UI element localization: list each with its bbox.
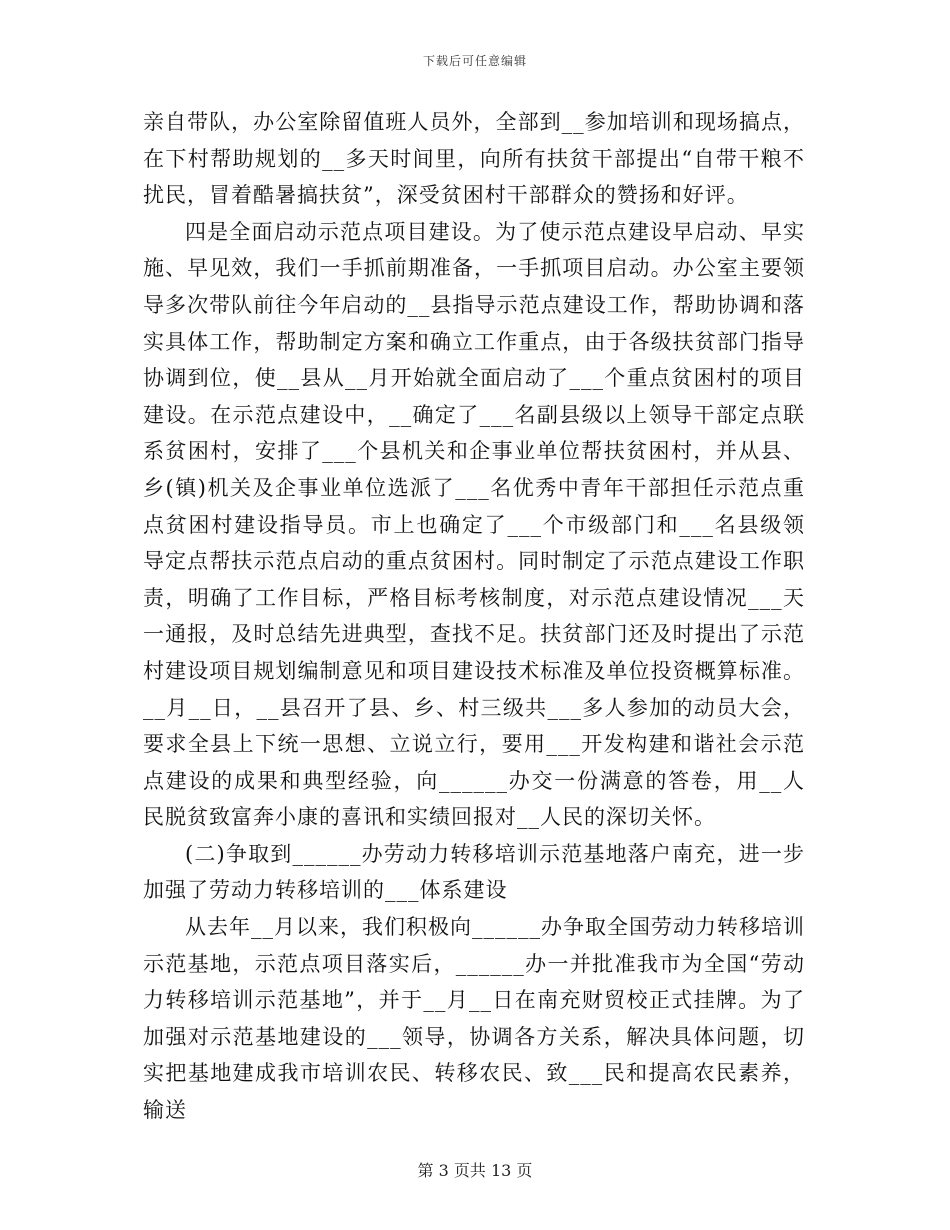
paragraph-2: 四是全面启动示范点项目建设。为了使示范点建设早启动、早实施、早见效，我们一手抓前期准备，一手抓项目启动。办公室主要领导多次带队前往今年启动的__县指导示范点建设工作，帮助协调和落实具体工作，帮助制定方案和确立工作重点，由于各级扶贫部门指导协调到位，使__县从__月开始就全面启动了___个重点贫困村的项目建设。在示范点建设中，__确定了___名副县级以上领导干部定点联系贫困村，安排了___个县机关和企事业单位帮扶贫困村，并从县、乡(镇)机关及企事业单位选派了___名优秀中青年干部担任示范点重点贫困村建设指导员。市上也确定了___个市级部门和___名县级领导定点帮扶示范点启动的重点贫困村。同时制定了示范点建设工作职责，明确了工作目标，严格目标考核制度，对示范点建设情况___天一通报，及时总结先进典型，查找不足。扶贫部门还及时提出了示范村建设项目规划编制意见和项目建设技术标准及单位投资概算标准。__月__日，__县召开了县、乡、村三级共___多人参加的动员大会，要求全县上下统一思想、立说立行，要用___开发构建和谐社会示范点建设的成果和典型经验，向______办交一份满意的答卷，用__人民脱贫致富奔小康的喜讯和实绩回报对__人民的深切关怀。 xyxy=(143,219,805,830)
document-body xyxy=(143,104,805,1129)
page-header: 下载后可任意编辑 xyxy=(422,54,527,68)
paragraph-1: 亲自带队，办公室除留值班人员外，全部到__参加培训和现场搞点，在下村帮助规划的__多天时间里，向所有扶贫干部提出“自带干粮不扰民，冒着酷暑搞扶贫”，深受贫困村干部群众的赞扬和好评。 xyxy=(143,110,805,208)
paragraph-3: 从去年__月以来，我们积极向______办争取全国劳动力转移培训示范基地，示范点项目落实后，______办一并批准我市为全国“劳动力转移培训示范基地”，并于__月__日在南充财贸校正式挂牌。为了加强对示范基地建设的___领导，协调各方关系，解决具体问题，切实把基地建成我市培训农民、转移农民、致___民和提高农民素养，输送 xyxy=(143,915,805,1123)
section-heading: (二)争取到______办劳动力转移培训示范基地落户南充，进一步加强了劳动力转移培训的___体系建设 xyxy=(143,841,805,903)
page-footer: 第 3 页共 13 页 xyxy=(417,1161,533,1180)
